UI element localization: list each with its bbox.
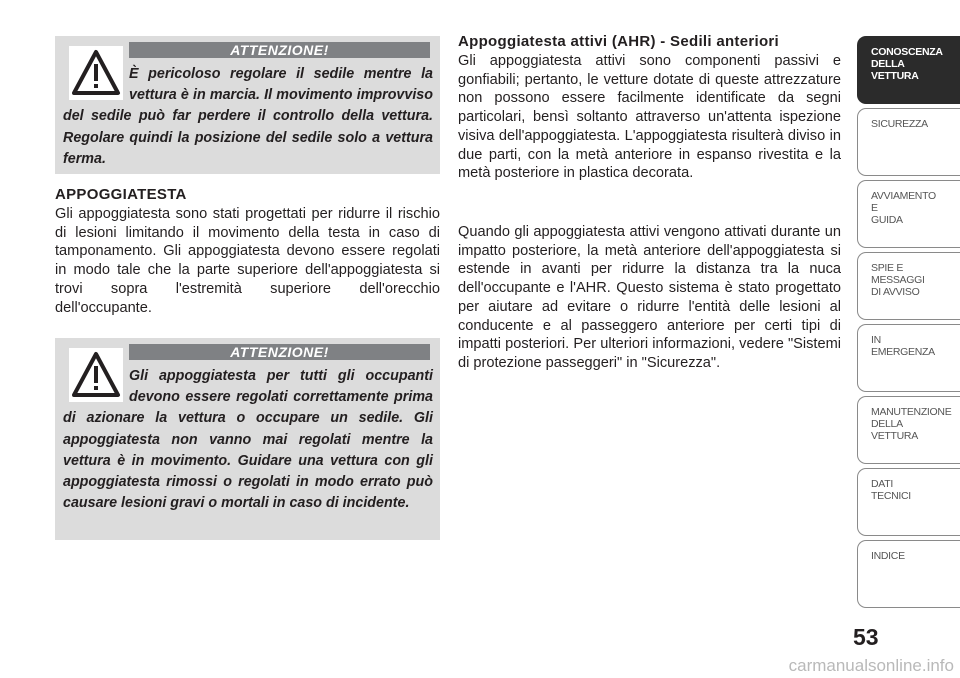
page-number: 53	[853, 624, 879, 650]
warning-banner-1: ATTENZIONE!	[129, 42, 430, 58]
tab-conoscenza-della-vettura[interactable]: CONOSCENZA DELLA VETTURA	[857, 36, 960, 104]
tab-spie-e-messaggi[interactable]: SPIE E MESSAGGI DI AVVISO	[857, 252, 960, 320]
warning-banner-2: ATTENZIONE!	[129, 344, 430, 360]
warning-text-2: Gli appoggiatesta per tutti gli occupanti devono essere regolati correttamente prima di azionare la vettura o occupare un sedile. Gli appoggiatesta non vanno mai regolati mentre la vettura è in movimento. Guidare una vettura con gli appoggiatesta rimossi o regolati in modo errato può causare lesioni gravi o mortali in caso di incidente.	[63, 368, 433, 512]
tab-in-emergenza[interactable]: IN EMERGENZA	[857, 324, 960, 392]
warning-box-2	[55, 338, 440, 540]
tab-avviamento-e-guida[interactable]: AVVIAMENTO E GUIDA	[857, 180, 960, 248]
tab-manutenzione[interactable]: MANUTENZIONE DELLA VETTURA	[857, 396, 960, 464]
section-heading-appoggiatesta: APPOGGIATESTA	[55, 186, 187, 203]
warning-box-1	[55, 36, 440, 174]
section-heading-ahr: Appoggiatesta attivi (AHR) - Sedili anteriori	[458, 33, 780, 50]
tab-dati-tecnici[interactable]: DATI TECNICI	[857, 468, 960, 536]
paragraph-ahr-2: Quando gli appoggiatesta attivi vengono attivati durante un impatto posteriore, la metà anteriore dell'appoggiatesta si estende in avanti per ridurre la distanza tra la nuca dell'occupante e l'AHR. Questo sistema è stato progettato per aiutare ad evitare o ridurre l'entità delle lesioni al conducente e al passeggero anteriore per certi tipi di impatti posteriori. Per ulteriori informazioni, vedere "Sistemi di protezione passeggeri" in "Sicurezza".	[458, 224, 841, 371]
tab-indice[interactable]: INDICE	[857, 540, 960, 608]
tab-sicurezza[interactable]: SICUREZZA	[857, 108, 960, 176]
watermark: carmanualsonline.info	[788, 656, 954, 675]
paragraph-appoggiatesta: Gli appoggiatesta sono stati progettati per ridurre il rischio di lesioni limitando il movimento della testa in caso di tamponamento. Gli appoggiatesta devono essere regolati in modo tale che la parte superiore dell'appoggiatesta si trovi sopra l'estremità superiore dell'orecchio dell'occupante.	[55, 206, 440, 316]
paragraph-ahr-1: Gli appoggiatesta attivi sono componenti passivi e gonfiabili; pertanto, le vetture dotate di queste attrezzature non possono essere facilmente identificate da segni particolari, bensì soltanto attraverso un'attenta ispezione visiva dell'appoggiatesta. L'appoggiatesta risulterà diviso in due parti, con la metà anteriore in espanso rivestita e la metà posteriore in plastica decorata.	[458, 53, 841, 182]
warning-text-1: È pericoloso regolare il sedile mentre la vettura è in marcia. Il movimento improvviso del sedile può far perdere il controllo della vettura. Regolare quindi la posizione del sedile solo a vettura ferma.	[63, 66, 433, 167]
chapter-tabs	[857, 0, 960, 678]
